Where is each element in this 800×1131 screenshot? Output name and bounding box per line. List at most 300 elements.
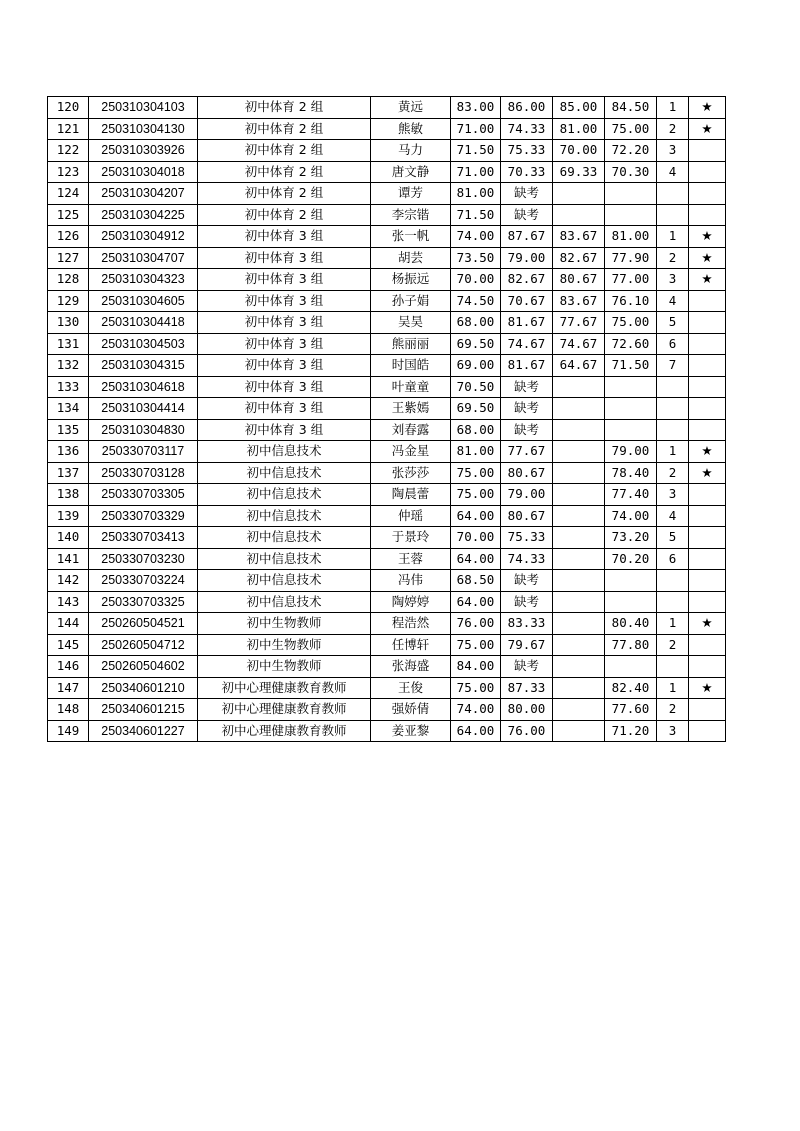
selected-star-icon <box>689 527 726 549</box>
rank <box>657 570 689 592</box>
selected-star-icon: ★ <box>689 677 726 699</box>
rank: 2 <box>657 247 689 269</box>
selected-star-icon <box>689 312 726 334</box>
selected-star-icon: ★ <box>689 613 726 635</box>
candidate-name: 张莎莎 <box>371 462 451 484</box>
interview-score: 81.67 <box>501 312 553 334</box>
candidate-name: 张海盛 <box>371 656 451 678</box>
total-score: 71.50 <box>605 355 657 377</box>
exam-id: 250310304830 <box>89 419 198 441</box>
total-score: 75.00 <box>605 118 657 140</box>
skill-score <box>553 398 605 420</box>
rank <box>657 656 689 678</box>
total-score: 84.50 <box>605 97 657 119</box>
post-name: 初中体育 3 组 <box>198 226 371 248</box>
rank <box>657 183 689 205</box>
exam-id: 250330703413 <box>89 527 198 549</box>
post-name: 初中信息技术 <box>198 441 371 463</box>
skill-score: 81.00 <box>553 118 605 140</box>
table-row <box>48 247 726 269</box>
exam-id: 250310304605 <box>89 290 198 312</box>
selected-star-icon <box>689 484 726 506</box>
written-score: 70.00 <box>451 527 501 549</box>
rank: 2 <box>657 699 689 721</box>
exam-id: 250310304103 <box>89 97 198 119</box>
skill-score <box>553 570 605 592</box>
row-number: 142 <box>48 570 89 592</box>
table-row <box>48 226 726 248</box>
candidate-name: 冯金星 <box>371 441 451 463</box>
total-score: 77.90 <box>605 247 657 269</box>
interview-score: 75.33 <box>501 527 553 549</box>
candidate-name: 黄远 <box>371 97 451 119</box>
interview-score: 缺考 <box>501 591 553 613</box>
interview-score: 74.33 <box>501 548 553 570</box>
selected-star-icon <box>689 720 726 742</box>
post-name: 初中心理健康教育教师 <box>198 720 371 742</box>
post-name: 初中体育 3 组 <box>198 290 371 312</box>
exam-id: 250340601227 <box>89 720 198 742</box>
skill-score <box>553 656 605 678</box>
skill-score <box>553 634 605 656</box>
total-score: 82.40 <box>605 677 657 699</box>
candidate-name: 孙子娟 <box>371 290 451 312</box>
post-name: 初中信息技术 <box>198 591 371 613</box>
selected-star-icon <box>689 419 726 441</box>
written-score: 83.00 <box>451 97 501 119</box>
total-score: 70.30 <box>605 161 657 183</box>
interview-score: 80.67 <box>501 462 553 484</box>
row-number: 130 <box>48 312 89 334</box>
written-score: 70.00 <box>451 269 501 291</box>
post-name: 初中信息技术 <box>198 527 371 549</box>
post-name: 初中体育 2 组 <box>198 118 371 140</box>
total-score: 77.60 <box>605 699 657 721</box>
exam-id: 250310304418 <box>89 312 198 334</box>
rank: 3 <box>657 720 689 742</box>
exam-id: 250310304503 <box>89 333 198 355</box>
skill-score <box>553 699 605 721</box>
row-number: 148 <box>48 699 89 721</box>
row-number: 147 <box>48 677 89 699</box>
written-score: 69.50 <box>451 333 501 355</box>
total-score <box>605 376 657 398</box>
rank: 3 <box>657 140 689 162</box>
total-score <box>605 570 657 592</box>
table-row <box>48 312 726 334</box>
rank: 5 <box>657 527 689 549</box>
candidate-name: 任博轩 <box>371 634 451 656</box>
interview-score: 87.33 <box>501 677 553 699</box>
interview-score: 70.67 <box>501 290 553 312</box>
exam-id: 250340601215 <box>89 699 198 721</box>
candidate-name: 吴昊 <box>371 312 451 334</box>
table-row <box>48 720 726 742</box>
candidate-name: 熊敏 <box>371 118 451 140</box>
post-name: 初中信息技术 <box>198 484 371 506</box>
selected-star-icon <box>689 570 726 592</box>
selected-star-icon: ★ <box>689 118 726 140</box>
interview-score: 缺考 <box>501 398 553 420</box>
rank: 2 <box>657 634 689 656</box>
written-score: 64.00 <box>451 505 501 527</box>
candidate-name: 强娇倩 <box>371 699 451 721</box>
row-number: 126 <box>48 226 89 248</box>
total-score <box>605 591 657 613</box>
total-score: 70.20 <box>605 548 657 570</box>
written-score: 74.50 <box>451 290 501 312</box>
candidate-name: 刘春露 <box>371 419 451 441</box>
selected-star-icon <box>689 290 726 312</box>
post-name: 初中信息技术 <box>198 462 371 484</box>
written-score: 71.00 <box>451 161 501 183</box>
row-number: 135 <box>48 419 89 441</box>
rank: 4 <box>657 161 689 183</box>
candidate-name: 程浩然 <box>371 613 451 635</box>
row-number: 138 <box>48 484 89 506</box>
selected-star-icon <box>689 398 726 420</box>
total-score <box>605 656 657 678</box>
post-name: 初中体育 3 组 <box>198 312 371 334</box>
row-number: 124 <box>48 183 89 205</box>
written-score: 64.00 <box>451 720 501 742</box>
written-score: 75.00 <box>451 677 501 699</box>
total-score: 75.00 <box>605 312 657 334</box>
row-number: 128 <box>48 269 89 291</box>
rank: 6 <box>657 548 689 570</box>
selected-star-icon <box>689 548 726 570</box>
post-name: 初中信息技术 <box>198 570 371 592</box>
rank: 7 <box>657 355 689 377</box>
row-number: 140 <box>48 527 89 549</box>
exam-id: 250310304707 <box>89 247 198 269</box>
table-row <box>48 613 726 635</box>
selected-star-icon: ★ <box>689 441 726 463</box>
post-name: 初中生物教师 <box>198 613 371 635</box>
row-number: 120 <box>48 97 89 119</box>
exam-id: 250310304225 <box>89 204 198 226</box>
post-name: 初中体育 2 组 <box>198 161 371 183</box>
row-number: 146 <box>48 656 89 678</box>
skill-score <box>553 419 605 441</box>
table-body <box>48 97 726 742</box>
table-row <box>48 699 726 721</box>
written-score: 84.00 <box>451 656 501 678</box>
row-number: 144 <box>48 613 89 635</box>
selected-star-icon <box>689 355 726 377</box>
interview-score: 76.00 <box>501 720 553 742</box>
candidate-name: 陶婷婷 <box>371 591 451 613</box>
selected-star-icon <box>689 591 726 613</box>
selected-star-icon: ★ <box>689 247 726 269</box>
row-number: 125 <box>48 204 89 226</box>
candidate-name: 时国皓 <box>371 355 451 377</box>
total-score: 72.60 <box>605 333 657 355</box>
skill-score <box>553 462 605 484</box>
candidate-name: 王紫嫣 <box>371 398 451 420</box>
interview-score: 80.67 <box>501 505 553 527</box>
exam-id: 250260504521 <box>89 613 198 635</box>
total-score <box>605 398 657 420</box>
table-row <box>48 269 726 291</box>
table-row <box>48 484 726 506</box>
rank: 1 <box>657 97 689 119</box>
table-row <box>48 97 726 119</box>
skill-score: 83.67 <box>553 290 605 312</box>
interview-score: 74.33 <box>501 118 553 140</box>
table-row <box>48 376 726 398</box>
post-name: 初中心理健康教育教师 <box>198 699 371 721</box>
candidate-name: 张一帆 <box>371 226 451 248</box>
table-row <box>48 677 726 699</box>
row-number: 136 <box>48 441 89 463</box>
total-score <box>605 204 657 226</box>
written-score: 81.00 <box>451 183 501 205</box>
row-number: 145 <box>48 634 89 656</box>
post-name: 初中体育 3 组 <box>198 419 371 441</box>
row-number: 123 <box>48 161 89 183</box>
candidate-name: 陶晨蕾 <box>371 484 451 506</box>
total-score: 71.20 <box>605 720 657 742</box>
table-row <box>48 570 726 592</box>
rank <box>657 591 689 613</box>
selected-star-icon <box>689 699 726 721</box>
skill-score <box>553 484 605 506</box>
post-name: 初中体育 3 组 <box>198 398 371 420</box>
written-score: 74.00 <box>451 699 501 721</box>
post-name: 初中体育 3 组 <box>198 376 371 398</box>
total-score <box>605 419 657 441</box>
interview-score: 70.33 <box>501 161 553 183</box>
selected-star-icon <box>689 204 726 226</box>
written-score: 75.00 <box>451 462 501 484</box>
post-name: 初中信息技术 <box>198 548 371 570</box>
selected-star-icon: ★ <box>689 97 726 119</box>
interview-score: 缺考 <box>501 376 553 398</box>
score-table <box>47 96 726 742</box>
post-name: 初中体育 2 组 <box>198 97 371 119</box>
post-name: 初中生物教师 <box>198 634 371 656</box>
exam-id: 250310304130 <box>89 118 198 140</box>
exam-id: 250310304018 <box>89 161 198 183</box>
skill-score: 69.33 <box>553 161 605 183</box>
table-row <box>48 204 726 226</box>
rank: 3 <box>657 269 689 291</box>
skill-score <box>553 505 605 527</box>
rank: 2 <box>657 462 689 484</box>
post-name: 初中体育 3 组 <box>198 247 371 269</box>
skill-score <box>553 183 605 205</box>
row-number: 149 <box>48 720 89 742</box>
exam-id: 250330703305 <box>89 484 198 506</box>
rank <box>657 398 689 420</box>
exam-id: 250260504602 <box>89 656 198 678</box>
skill-score: 85.00 <box>553 97 605 119</box>
interview-score: 缺考 <box>501 419 553 441</box>
interview-score: 82.67 <box>501 269 553 291</box>
interview-score: 81.67 <box>501 355 553 377</box>
written-score: 69.50 <box>451 398 501 420</box>
table-row <box>48 634 726 656</box>
skill-score <box>553 677 605 699</box>
exam-id: 250310304618 <box>89 376 198 398</box>
exam-id: 250310304414 <box>89 398 198 420</box>
skill-score: 83.67 <box>553 226 605 248</box>
exam-id: 250310304315 <box>89 355 198 377</box>
written-score: 64.00 <box>451 548 501 570</box>
written-score: 81.00 <box>451 441 501 463</box>
table-row <box>48 656 726 678</box>
candidate-name: 杨振远 <box>371 269 451 291</box>
row-number: 134 <box>48 398 89 420</box>
total-score: 81.00 <box>605 226 657 248</box>
total-score: 72.20 <box>605 140 657 162</box>
exam-id: 250330703329 <box>89 505 198 527</box>
candidate-name: 熊丽丽 <box>371 333 451 355</box>
candidate-name: 胡芸 <box>371 247 451 269</box>
candidate-name: 叶童童 <box>371 376 451 398</box>
row-number: 131 <box>48 333 89 355</box>
interview-score: 87.67 <box>501 226 553 248</box>
candidate-name: 仲瑶 <box>371 505 451 527</box>
exam-id: 250330703224 <box>89 570 198 592</box>
rank <box>657 419 689 441</box>
total-score <box>605 183 657 205</box>
written-score: 69.00 <box>451 355 501 377</box>
interview-score: 79.00 <box>501 484 553 506</box>
exam-id: 250310304323 <box>89 269 198 291</box>
interview-score: 86.00 <box>501 97 553 119</box>
selected-star-icon <box>689 140 726 162</box>
table-row <box>48 355 726 377</box>
selected-star-icon <box>689 505 726 527</box>
candidate-name: 王俊 <box>371 677 451 699</box>
post-name: 初中体育 3 组 <box>198 269 371 291</box>
selected-star-icon <box>689 656 726 678</box>
table-row <box>48 398 726 420</box>
row-number: 141 <box>48 548 89 570</box>
selected-star-icon: ★ <box>689 226 726 248</box>
post-name: 初中体育 2 组 <box>198 140 371 162</box>
rank: 1 <box>657 226 689 248</box>
skill-score <box>553 376 605 398</box>
exam-id: 250310303926 <box>89 140 198 162</box>
skill-score: 80.67 <box>553 269 605 291</box>
table-row <box>48 462 726 484</box>
table-row <box>48 419 726 441</box>
written-score: 76.00 <box>451 613 501 635</box>
rank: 6 <box>657 333 689 355</box>
exam-id: 250260504712 <box>89 634 198 656</box>
post-name: 初中体育 2 组 <box>198 204 371 226</box>
rank: 1 <box>657 441 689 463</box>
row-number: 139 <box>48 505 89 527</box>
rank: 3 <box>657 484 689 506</box>
rank <box>657 376 689 398</box>
written-score: 74.00 <box>451 226 501 248</box>
skill-score <box>553 527 605 549</box>
rank: 4 <box>657 290 689 312</box>
interview-score: 缺考 <box>501 183 553 205</box>
total-score: 74.00 <box>605 505 657 527</box>
exam-id: 250310304912 <box>89 226 198 248</box>
skill-score <box>553 548 605 570</box>
skill-score: 77.67 <box>553 312 605 334</box>
total-score: 79.00 <box>605 441 657 463</box>
table-row <box>48 441 726 463</box>
skill-score: 74.67 <box>553 333 605 355</box>
table-row <box>48 118 726 140</box>
table-row <box>48 505 726 527</box>
total-score: 77.80 <box>605 634 657 656</box>
written-score: 75.00 <box>451 634 501 656</box>
post-name: 初中生物教师 <box>198 656 371 678</box>
skill-score: 82.67 <box>553 247 605 269</box>
written-score: 68.00 <box>451 312 501 334</box>
written-score: 64.00 <box>451 591 501 613</box>
post-name: 初中心理健康教育教师 <box>198 677 371 699</box>
selected-star-icon: ★ <box>689 269 726 291</box>
written-score: 75.00 <box>451 484 501 506</box>
interview-score: 83.33 <box>501 613 553 635</box>
post-name: 初中体育 3 组 <box>198 355 371 377</box>
written-score: 71.50 <box>451 140 501 162</box>
candidate-name: 姜亚黎 <box>371 720 451 742</box>
total-score: 73.20 <box>605 527 657 549</box>
candidate-name: 马力 <box>371 140 451 162</box>
written-score: 71.50 <box>451 204 501 226</box>
selected-star-icon <box>689 183 726 205</box>
table-row <box>48 290 726 312</box>
row-number: 122 <box>48 140 89 162</box>
table-row <box>48 333 726 355</box>
row-number: 127 <box>48 247 89 269</box>
rank: 2 <box>657 118 689 140</box>
candidate-name: 于景玲 <box>371 527 451 549</box>
skill-score <box>553 613 605 635</box>
candidate-name: 唐文静 <box>371 161 451 183</box>
rank <box>657 204 689 226</box>
interview-score: 75.33 <box>501 140 553 162</box>
selected-star-icon <box>689 634 726 656</box>
table-row <box>48 527 726 549</box>
written-score: 71.00 <box>451 118 501 140</box>
interview-score: 74.67 <box>501 333 553 355</box>
selected-star-icon <box>689 333 726 355</box>
exam-id: 250340601210 <box>89 677 198 699</box>
skill-score <box>553 204 605 226</box>
row-number: 129 <box>48 290 89 312</box>
rank: 4 <box>657 505 689 527</box>
post-name: 初中体育 2 组 <box>198 183 371 205</box>
total-score: 76.10 <box>605 290 657 312</box>
table-row <box>48 140 726 162</box>
rank: 5 <box>657 312 689 334</box>
interview-score: 77.67 <box>501 441 553 463</box>
candidate-name: 冯伟 <box>371 570 451 592</box>
exam-id: 250310304207 <box>89 183 198 205</box>
interview-score: 79.00 <box>501 247 553 269</box>
row-number: 132 <box>48 355 89 377</box>
selected-star-icon <box>689 161 726 183</box>
interview-score: 79.67 <box>501 634 553 656</box>
skill-score: 64.67 <box>553 355 605 377</box>
interview-score: 80.00 <box>501 699 553 721</box>
total-score: 80.40 <box>605 613 657 635</box>
post-name: 初中体育 3 组 <box>198 333 371 355</box>
table-row <box>48 161 726 183</box>
skill-score <box>553 441 605 463</box>
